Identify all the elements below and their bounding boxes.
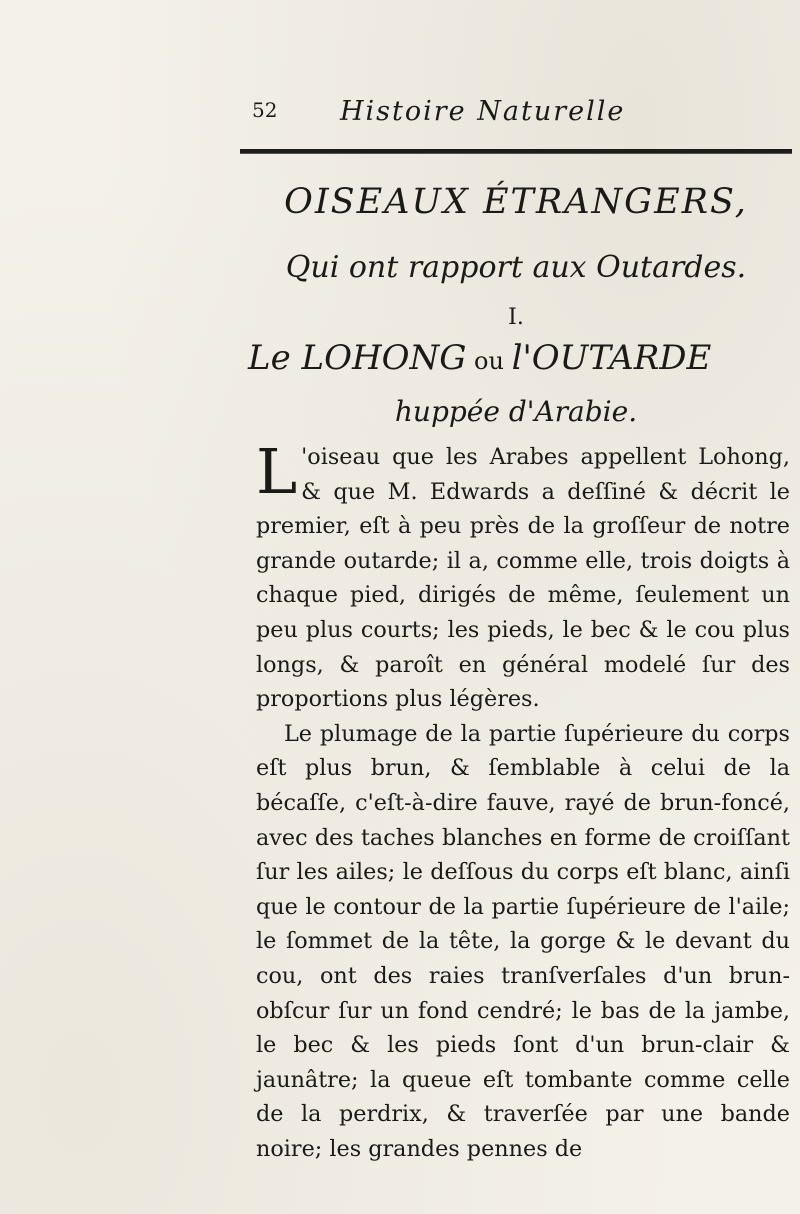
- body-text: [256, 435, 790, 1166]
- paragraph-2: Le plumage de la partie ſupérieure du corps eſt plus brun, & ſemblable à celui de la bécaſſe, c'eſt-à-dire fauve, rayé de brun-foncé, avec des taches blanches en forme de croiſſant ſur les ailes; le deſſous du corps eſt blanc, ainſi que le contour de la partie ſupérieure de l'aile; le ſommet de la tête, la gorge & le devant du cou, ont des raies tranſverſales d'un brun-obſcur ſur un fond cendré; le bas de la jambe, le bec & les pieds ſont d'un brun-clair & jaunâtre; la queue eſt tombante comme celle de la perdrix, & traverſée par une bande noire; les grandes pennes de: [256, 720, 790, 1162]
- species-name: LOHONG: [301, 338, 467, 378]
- species-article: Le: [248, 338, 302, 378]
- page-number: 52: [252, 98, 278, 122]
- header-rule: [240, 149, 792, 154]
- paragraph-1: [256, 435, 790, 717]
- drop-cap: L: [256, 435, 298, 508]
- species-alt-name: l'OUTARDE: [511, 338, 712, 378]
- section-number: I.: [508, 305, 524, 330]
- chapter-subtitle: Qui ont rapport aux Outardes.: [285, 250, 747, 285]
- species-qualifier: huppée d'Arabie.: [394, 395, 638, 428]
- page-header: [252, 96, 752, 136]
- species-heading: [248, 338, 796, 378]
- chapter-title: OISEAUX ÉTRANGERS,: [284, 182, 748, 222]
- paragraph-1-text: 'oiseau que les Arabes appellent Lohong, & que M. Edwards a deſſiné & décrit le premier, eſt à peu près de la groſſeur de notre grande outarde; il a, comme elle, trois doigts à chaque pied, dirigés de même, ſeulement un peu plus courts; les pieds, le bec & le cou plus longs, & paroît en général modelé ſur des proportions plus légères.: [256, 444, 790, 713]
- running-title: Histoire Naturelle: [340, 96, 626, 127]
- species-or: ou: [466, 347, 512, 375]
